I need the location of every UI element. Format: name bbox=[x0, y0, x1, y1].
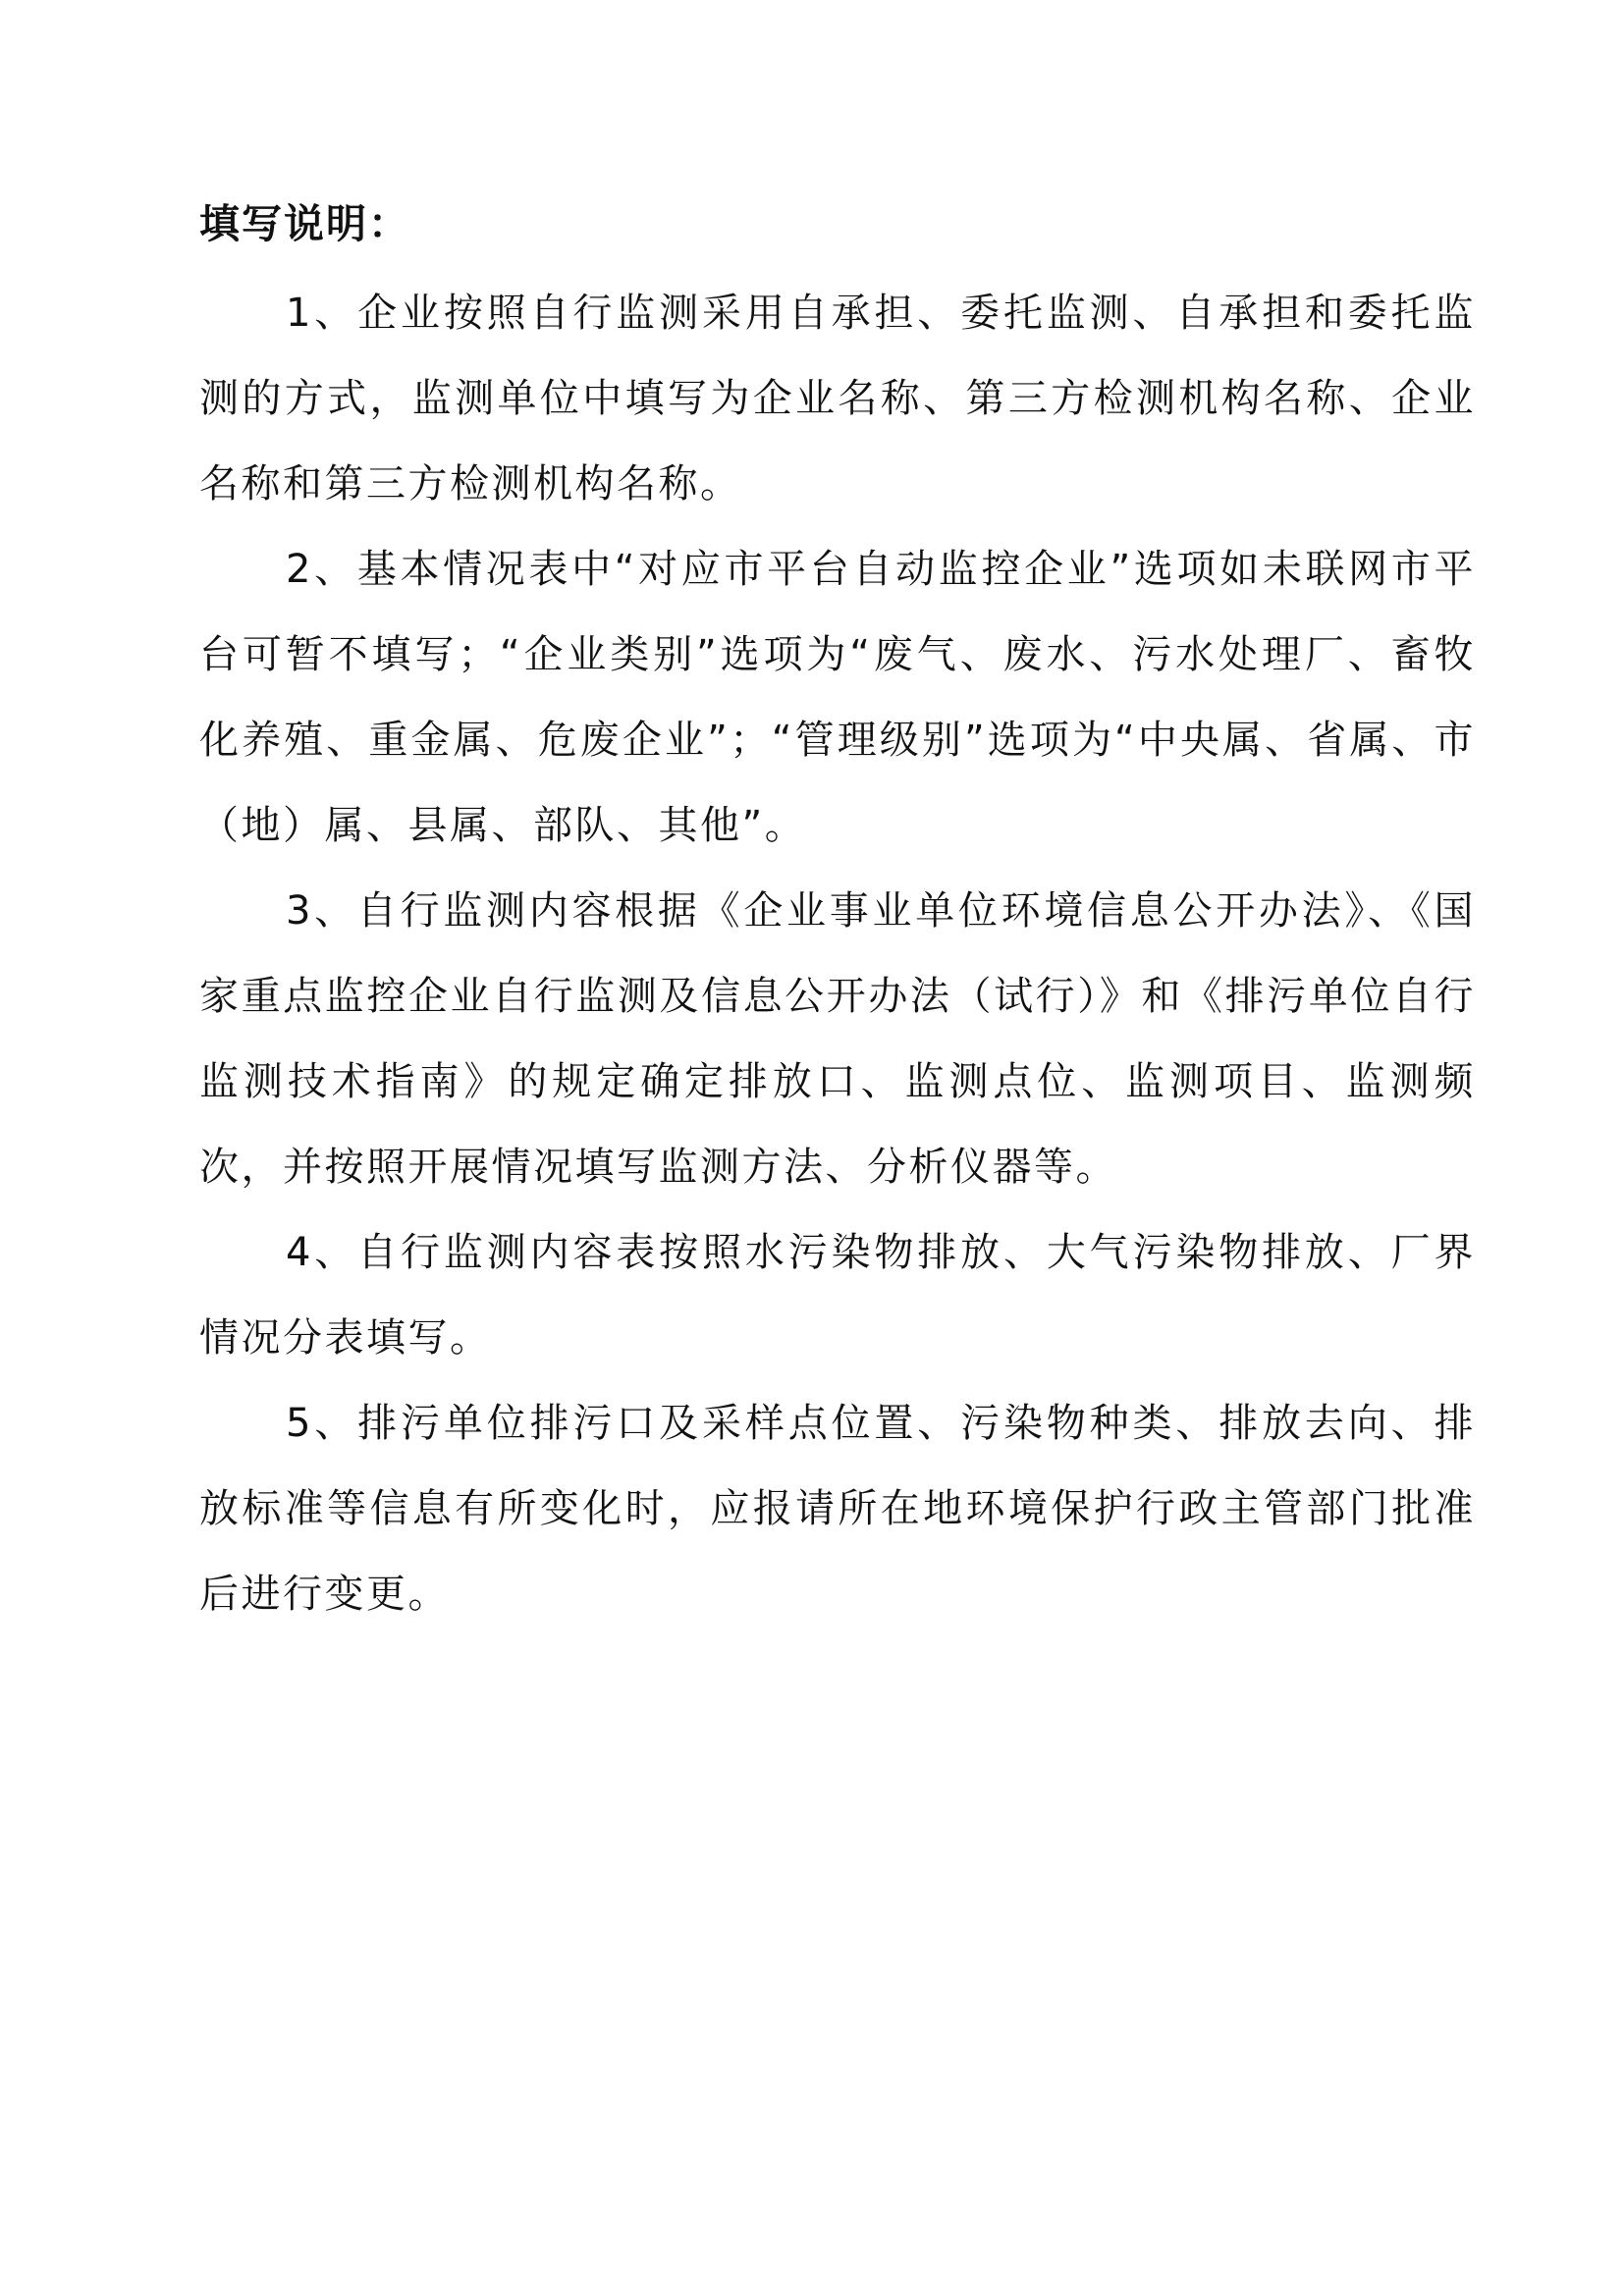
instruction-item-2: 2、基本情况表中“对应市平台自动监控企业”选项如未联网市平台可暂不填写；“企业类别”选项为“废气、废水、污水处理厂、畜牧化养殖、重金属、危废企业”；“管理级别”选项为“中央属、省属、市（地）属、县属、部队、其他”。 bbox=[199, 547, 1476, 848]
instructions-heading: 填写说明： bbox=[199, 200, 410, 247]
instruction-item-5: 5、排污单位排污口及采样点位置、污染物种类、排放去向、排放标准等信息有所变化时，应报请所在地环境保护行政主管部门批准后进行变更。 bbox=[199, 1401, 1476, 1617]
instruction-item-4: 4、自行监测内容表按照水污染物排放、大气污染物排放、厂界情况分表填写。 bbox=[199, 1230, 1476, 1361]
instruction-item-1: 1、企业按照自行监测采用自承担、委托监测、自承担和委托监测的方式，监测单位中填写为企业名称、第三方检测机构名称、企业名称和第三方检测机构名称。 bbox=[199, 291, 1476, 507]
instruction-item-3: 3、自行监测内容根据《企业事业单位环境信息公开办法》、《国家重点监控企业自行监测及信息公开办法（试行）》和《排污单位自行监测技术指南》的规定确定排放口、监测点位、监测项目、监测频次，并按照开展情况填写监测方法、分析仪器等。 bbox=[199, 888, 1476, 1190]
